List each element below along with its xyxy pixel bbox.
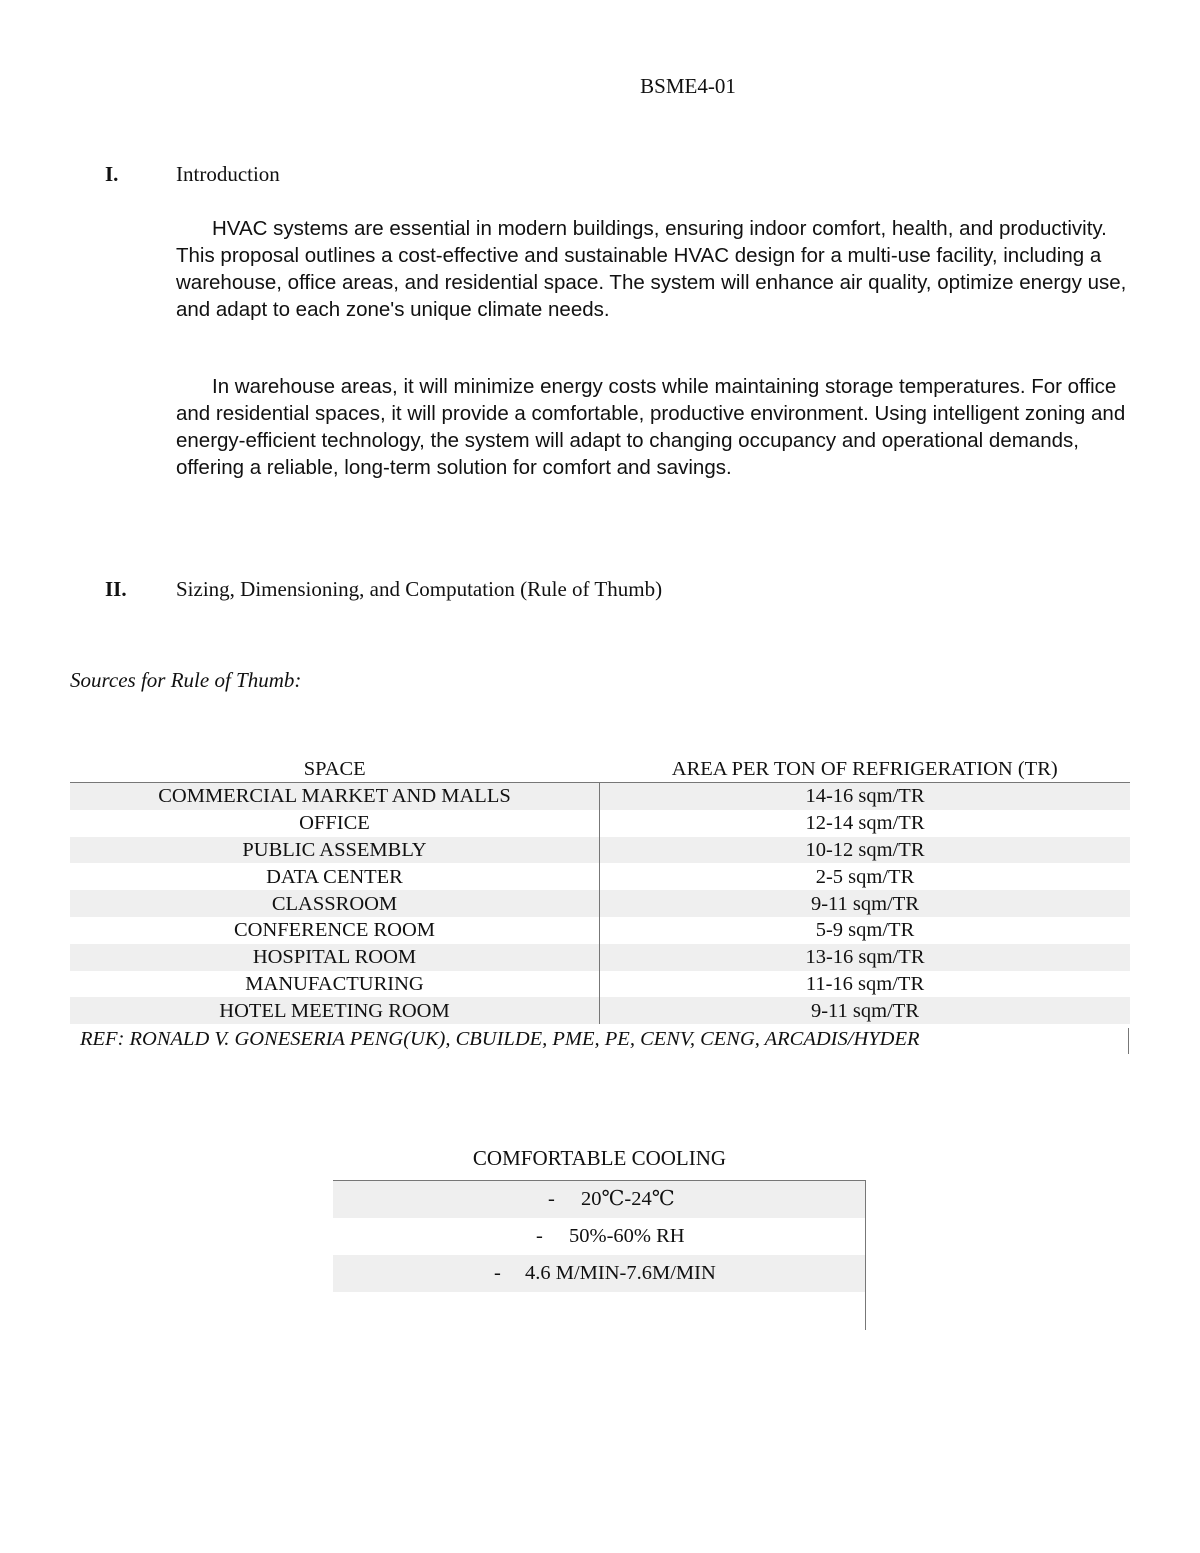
list-item	[333, 1181, 865, 1218]
area-cell: 9-11 sqm/TR	[600, 997, 1131, 1024]
intro-paragraph-1: HVAC systems are essential in modern buildings, ensuring indoor comfort, health, and productivity. This proposal outlines a cost-effective and sustainable HVAC design for a multi-use facility, including a warehouse, office areas, and residential space. The system will enhance air quality, optimize energy use, and adapt to each zone's unique climate needs.	[176, 217, 1127, 321]
table-reference: REF: RONALD V. GONESERIA PENG(UK), CBUILDE, PME, PE, CENV, CENG, ARCADIS/HYDER	[80, 1028, 920, 1050]
list-item	[333, 1255, 865, 1292]
space-cell: HOTEL MEETING ROOM	[70, 997, 600, 1024]
space-cell: COMMERCIAL MARKET AND MALLS	[70, 783, 600, 810]
space-cell: CONFERENCE ROOM	[70, 917, 600, 944]
area-cell: 14-16 sqm/TR	[600, 783, 1131, 810]
area-cell: 2-5 sqm/TR	[815, 865, 915, 888]
section-title-sizing: Sizing, Dimensioning, and Computation (Rule of Thumb)	[176, 577, 663, 601]
table-row	[70, 997, 1130, 1024]
area-cell: 10-12 sqm/TR	[600, 837, 1131, 864]
space-cell: OFFICE	[70, 810, 600, 837]
list-dash: -	[548, 1188, 555, 1210]
space-cell: HOSPITAL ROOM	[70, 944, 600, 971]
table-row	[70, 890, 1130, 917]
area-cell: 13-16 sqm/TR	[600, 944, 1131, 971]
rule-of-thumb-table	[70, 757, 1130, 1024]
comfortable-cooling-title: COMFORTABLE COOLING	[472, 1146, 727, 1170]
reference-border	[1128, 1028, 1129, 1054]
space-cell: CLASSROOM	[70, 890, 600, 917]
column-header-area-per-ton: AREA PER TON OF REFRIGERATION (TR)	[600, 757, 1131, 783]
list-item	[333, 1218, 865, 1255]
area-cell: 5-9 sqm/TR	[815, 919, 915, 942]
temperature-range: 20℃-24℃	[581, 1188, 675, 1210]
table-header-row	[70, 757, 1130, 783]
section-title-introduction: Introduction	[176, 162, 280, 186]
section-number-1: I.	[105, 162, 119, 186]
section-number-2: II.	[105, 577, 127, 601]
intro-paragraph-2: In warehouse areas, it will minimize energy costs while maintaining storage temperatures. For office and residential spaces, it will provide a comfortable, productive environment. Using intelligent zoning and energy-efficient technology, the system will adapt to changing occupancy and operational demands, offering a reliable, long-term solution for comfort and savings.	[176, 375, 1126, 479]
list-dash: -	[494, 1262, 501, 1284]
table-row	[70, 917, 1130, 944]
table-row	[70, 863, 1130, 890]
table-row	[70, 837, 1130, 864]
area-cell: 9-11 sqm/TR	[600, 890, 1131, 917]
document-code: BSME4-01	[640, 74, 736, 98]
table-row	[70, 810, 1130, 837]
table-row	[70, 944, 1130, 971]
space-cell: MANUFACTURING	[70, 971, 600, 998]
table-row	[70, 971, 1130, 998]
comfortable-cooling-box	[333, 1180, 866, 1330]
column-header-space: SPACE	[70, 757, 600, 783]
space-cell: DATA CENTER	[70, 863, 600, 890]
list-dash: -	[536, 1225, 543, 1247]
sources-label: Sources for Rule of Thumb:	[70, 668, 302, 692]
space-cell: PUBLIC ASSEMBLY	[70, 837, 600, 864]
air-velocity-range: 4.6 M/MIN-7.6M/MIN	[525, 1262, 716, 1284]
humidity-range: 50%-60% RH	[569, 1225, 685, 1247]
table-row	[70, 783, 1130, 810]
area-cell: 11-16 sqm/TR	[805, 972, 925, 995]
area-cell: 12-14 sqm/TR	[805, 812, 925, 835]
